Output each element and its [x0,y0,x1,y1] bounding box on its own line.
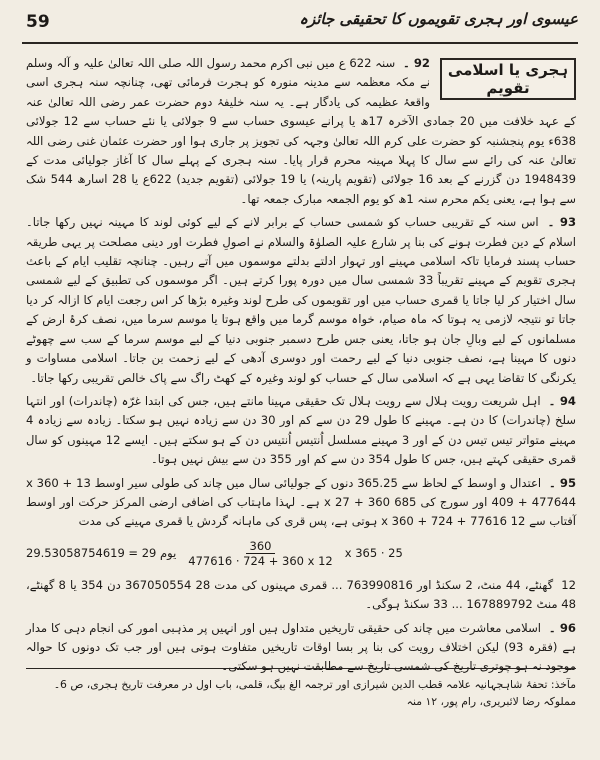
running-title: عیسوی اور ہجری تقویموں کا تحقیقی جائزہ [299,10,578,28]
page-number: 59 [26,12,50,32]
paragraph-text: 12 گھنٹے، 44 منٹ، 2 سکنڈ اور 763990816 ... قمری مہینوں کی مدت 28 367050554 دن 354 یا 8 گھنٹے، 48 منٹ 167889792 ... 33 سکنڈ ہوگی۔ [26,577,576,612]
formula-denominator: 477616 · 724 + 360 x 12 [188,554,333,569]
paragraph-number: 93 ۔ [547,215,577,230]
formula-prefix: 29.53058754619 = 29 یوم [26,546,177,561]
body-text [26,54,577,674]
paragraph-95-continued [26,576,576,615]
header-rule [22,42,578,44]
lunar-month-formula [26,536,576,572]
paragraph-number: 92 ۔ [402,56,430,70]
section-title: ہجری یا اسلامی تقویم [447,61,569,97]
formula-numerator: 360 [246,539,276,554]
footnote: مآخذ: تحفۂ شاہجہانیہ علامہ قطب الدین شیرازی اور ترجمہ الغ بیگ، قلمی، باب اول در معرفت تاریخ ہجری، ص 6۔ مملوکہ رضا لائبریری، رام پور، ۱۲ منہ [53,678,576,708]
paragraph-text: اس سنہ کے تقریبی حساب کو شمسی حساب کے برابر لانے کے لیے کوئی لوند کا مہینہ نہیں رکھا جاتا۔ اسلام کے دین فطرت ہونے کی بنا پر شارع علیہ الصلوٰۃ والسلام نے اصولِ فطرت اور دینی مصلحت پر یہی طریقہ حساب پسند فرمایا تاکہ اسلامی مہینے اور تہوار ادلتے بدلتے موسموں میں آتے رہیں۔ چنانچہ تقلیب ایام کے باعث ہجری تقویم کے مہینے تقریباً 33 شمسی سال میں دورہ پورا کرتے ہیں۔ اگر موسموں کی تطبیق کے لیے شمسی سال اختیار کر لیا جاتا یا قمری حساب میں اور تقویموں کی طرح لوند وغیرہ بڑھا کر اس رجعت ایام کا ازالہ کر دیا جاتا تو نتیجہ لازمی یہ ہوتا کہ ماہ صیام، خواہ موسم گرما میں واقع ہوتا یا موسم سرما میں، نصف کرۂ ارض کے مسلمانوں کے لیے وبالِ جان ہو جاتا، یعنی جس طرح دسمبر جنوبی دنیا کے لیے موسم سرما کے سب سے چھوٹے دنوں کا مہینا ہے، نصف جنوبی دنیا کے لیے رحمت اور دوسری آدھی کے لیے زحمت بن جاتا۔ اسلامی مساوات و یکرنگی کا تقاضا یہی ہے کہ اسلامی سال کے حساب کو لوند وغیرہ کے کھٹ راگ سے پاک خالص تقریبی رکھا جاتا۔ [26,215,576,385]
paragraph-number: 95 ۔ [548,475,577,490]
paragraph-number: 96 ۔ [548,620,576,635]
paragraph-93 [26,213,576,388]
footnote-rule [26,668,576,669]
paragraph-text: سنہ 622 ع میں نبی اکرم محمد رسول اللہ صلی اللہ تعالیٰ علیہ و آلہ وسلم نے مکہ معظمہ سے مدینہ منورہ کو ہجرت فرمائی تھی، چنانچہ سنہ ہجری اسی واقعۂ عظیمہ کی یادگار ہے۔ یہ سنہ خلیفۂ دوم حضرت عمر رضی اللہ تعالیٰ عنہ کے عہد خلافت میں 20 جمادی الآخرہ 17ھ یا پرانے عیسوی حساب سے 9 جولائی یا نئے حساب سے 12 جولائی 638ء یوم پنجشنبہ کو حضرت علی کرم اللہ تعالیٰ وجہہ کی تجویز پر جاری ہوا اور حضرت عثمان غنی رضی اللہ تعالیٰ عنہ کی رائے سے سال کا پہلا مہینہ محرم قرار پایا۔ سنہ ہجری کے پہلے سال کا آغاز جولیائی مدت کے 1948439 دن گزرنے کے بعد 16 جولائی (تقویم پارینہ) یا 19 جولائی (تقویم جدید) 622ع یا 28 اسارھ 544 شک سے ہوا ہے، یعنی یکم محرم سنہ 1ھ کو یوم الجمعہ مبارک جمعہ تھا۔ [26,56,577,206]
paragraph-text: اہل شریعت رویت ہلال سے رویت ہلال تک حقیقی مہینا مانتے ہیں، جس کی ابتدا غرّہ (چاندرات) اور انتہا سلخ (چاندرات) کا دن ہے۔ مہینے کا طول 29 دن سے کم اور 30 دن سے زیادہ نہیں ہو سکتا۔ زیادہ سے زیادہ 4 مہینے متواتر تیس تیس دن کے اور 3 مہینے مسلسل اُنتیس اُنتیس دن کے ہو سکتے ہیں۔ ایسے 12 مہینوں کو سال قمری حقیقی کہتے ہیں، جس کا طول 354 دن سے کم اور 355 دن سے بیش نہیں ہوتا۔ [26,393,576,467]
section-title-box [440,58,576,100]
paragraph-95 [26,474,576,532]
paragraph-text: اعتدال و اوسط کے لحاظ سے 365.25 دنوں کے جولیائی سال میں چاند کی طولی سیر اوسط 13 x 360 + 409 + 477644 اور سورج کی 685 x 27 + 360 ہے۔ لہذا ماہتاب کی اضافی ارضی المرکز حرکت اور اوسط آفتاب سے 12 x 360 + 724 + 77616 ہوتی ہے، پس قری کی ماہانہ گردش یا قمری مہینے کی مدت [26,475,577,529]
paragraph-number: 94 ۔ [548,393,576,408]
formula-fraction [184,539,336,568]
formula-multiplier: x 365 · 25 [344,546,403,561]
paragraph-94 [26,392,576,470]
paragraph-text: اسلامی معاشرت میں چاند کی حقیقی تاریخیں متداول ہیں اور انہیں پر مذہبی امور کی انجام دہی کا مدار ہے (فقرہ 93) لیکن اختلاف رویت کی بنا پر بسا اوقات تاریخیں متفاوت ہوتی ہیں اور جب تک دونوں کا حوالہ موجود نہ ہو چوتری تاریخ کی شمسی تاریخ سے مطابقت نہیں ہو سکتی۔ [26,620,577,674]
